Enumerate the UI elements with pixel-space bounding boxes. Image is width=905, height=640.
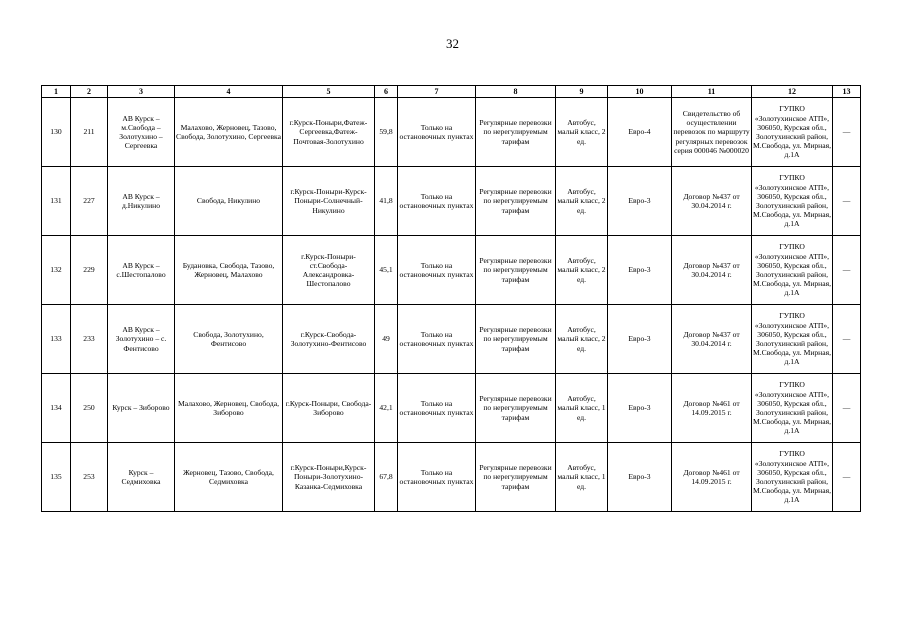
boarding-procedure: Только на остановочных пунктах [398, 305, 476, 374]
route-number: 211 [71, 98, 108, 167]
contract-info: Договор №461 от 14.09.2015 г. [672, 374, 752, 443]
eco-class: Евро-3 [608, 374, 672, 443]
route-name: АВ Курск – м.Свобода – Золотухино – Сергеевка [108, 98, 175, 167]
route-number: 227 [71, 167, 108, 236]
column-number: 12 [752, 86, 833, 98]
table-row [42, 98, 861, 167]
carrier-info: ГУПКО «Золотухинское АТП», 306050, Курская обл., Золотухинский район, М.Свобода, ул. Мирная, д.1А [752, 374, 833, 443]
boarding-procedure: Только на остановочных пунктах [398, 374, 476, 443]
intermediate-stops: Малахово, Жерновец, Свобода, Зиборово [175, 374, 283, 443]
route-number: 229 [71, 236, 108, 305]
contract-info: Договор №461 от 14.09.2015 г. [672, 443, 752, 512]
column-number: 10 [608, 86, 672, 98]
route-length: 49 [375, 305, 398, 374]
route-seq-number: 134 [42, 374, 71, 443]
route-seq-number: 131 [42, 167, 71, 236]
eco-class: Евро-4 [608, 98, 672, 167]
carrier-info: ГУПКО «Золотухинское АТП», 306050, Курская обл., Золотухинский район, М.Свобода, ул. Мирная, д.1А [752, 305, 833, 374]
column-number: 1 [42, 86, 71, 98]
column-number: 5 [283, 86, 375, 98]
route-seq-number: 130 [42, 98, 71, 167]
extra-info: — [833, 98, 861, 167]
column-number: 4 [175, 86, 283, 98]
vehicle-class: Автобус, малый класс, 2 ед. [556, 236, 608, 305]
eco-class: Евро-3 [608, 236, 672, 305]
intermediate-stops: Свобода, Никулино [175, 167, 283, 236]
table-row [42, 305, 861, 374]
intermediate-stops: Малахово, Жерновец, Тазово, Свобода, Золотухино, Сергеевка [175, 98, 283, 167]
route-streets: г.Курск-Поныри-Курск-Поныри-Солнечный-Никулино [283, 167, 375, 236]
extra-info: — [833, 443, 861, 512]
eco-class: Евро-3 [608, 443, 672, 512]
carrier-info: ГУПКО «Золотухинское АТП», 306050, Курская обл., Золотухинский район, М.Свобода, ул. Мирная, д.1А [752, 443, 833, 512]
route-seq-number: 133 [42, 305, 71, 374]
column-number: 13 [833, 86, 861, 98]
route-number: 233 [71, 305, 108, 374]
extra-info: — [833, 374, 861, 443]
route-length: 42,1 [375, 374, 398, 443]
carrier-info: ГУПКО «Золотухинское АТП», 306050, Курская обл., Золотухинский район, М.Свобода, ул. Мирная, д.1А [752, 167, 833, 236]
column-number: 7 [398, 86, 476, 98]
route-streets: г.Курск-Поныри,Фатеж-Сергеевка,Фатеж-Почтовая-Золотухино [283, 98, 375, 167]
transport-type: Регулярные перевозки по нерегулируемым тарифам [476, 167, 556, 236]
route-length: 67,8 [375, 443, 398, 512]
extra-info: — [833, 305, 861, 374]
intermediate-stops: Жерновец, Тазово, Свобода, Седмиховка [175, 443, 283, 512]
transport-type: Регулярные перевозки по нерегулируемым тарифам [476, 305, 556, 374]
transport-type: Регулярные перевозки по нерегулируемым тарифам [476, 374, 556, 443]
contract-info: Договор №437 от 30.04.2014 г. [672, 167, 752, 236]
column-number: 8 [476, 86, 556, 98]
eco-class: Евро-3 [608, 167, 672, 236]
boarding-procedure: Только на остановочных пунктах [398, 443, 476, 512]
route-streets: г.Курск-Свобода-Золотухино-Фентисово [283, 305, 375, 374]
contract-info: Свидетельство об осуществлении перевозок по маршруту регулярных перевозок серия 000046 №000020 [672, 98, 752, 167]
column-number: 9 [556, 86, 608, 98]
table-row [42, 443, 861, 512]
transport-type: Регулярные перевозки по нерегулируемым тарифам [476, 98, 556, 167]
extra-info: — [833, 167, 861, 236]
route-streets: г.Курск-Поныри, Свобода-Зиборово [283, 374, 375, 443]
transport-type: Регулярные перевозки по нерегулируемым тарифам [476, 443, 556, 512]
table-row [42, 374, 861, 443]
intermediate-stops: Будановка, Свобода, Тазово, Жерновец, Малахово [175, 236, 283, 305]
route-name: АВ Курск – с.Шестопалово [108, 236, 175, 305]
route-registry-table [41, 85, 861, 512]
carrier-info: ГУПКО «Золотухинское АТП», 306050, Курская обл., Золотухинский район, М.Свобода, ул. Мирная, д.1А [752, 236, 833, 305]
route-name: АВ Курск – д.Никулино [108, 167, 175, 236]
boarding-procedure: Только на остановочных пунктах [398, 98, 476, 167]
transport-type: Регулярные перевозки по нерегулируемым тарифам [476, 236, 556, 305]
intermediate-stops: Свобода, Золотухино, Фентисово [175, 305, 283, 374]
boarding-procedure: Только на остановочных пунктах [398, 236, 476, 305]
contract-info: Договор №437 от 30.04.2014 г. [672, 305, 752, 374]
table-row [42, 236, 861, 305]
column-number-row [42, 86, 861, 98]
vehicle-class: Автобус, малый класс, 1 ед. [556, 374, 608, 443]
route-number: 250 [71, 374, 108, 443]
route-length: 45,1 [375, 236, 398, 305]
column-number: 2 [71, 86, 108, 98]
route-name: Курск – Седмиховка [108, 443, 175, 512]
column-number: 6 [375, 86, 398, 98]
vehicle-class: Автобус, малый класс, 2 ед. [556, 305, 608, 374]
contract-info: Договор №437 от 30.04.2014 г. [672, 236, 752, 305]
route-length: 59,8 [375, 98, 398, 167]
route-name: АВ Курск – Золотухино – с. Фентисово [108, 305, 175, 374]
route-seq-number: 132 [42, 236, 71, 305]
route-streets: г.Курск-Поныри,Курск-Поныри-Золотухино-Казанка-Седмиховка [283, 443, 375, 512]
carrier-info: ГУПКО «Золотухинское АТП», 306050, Курская обл., Золотухинский район, М.Свобода, ул. Мирная, д.1А [752, 98, 833, 167]
route-number: 253 [71, 443, 108, 512]
extra-info: — [833, 236, 861, 305]
page-number: 32 [446, 36, 459, 51]
vehicle-class: Автобус, малый класс, 2 ед. [556, 167, 608, 236]
column-number: 3 [108, 86, 175, 98]
table-row [42, 167, 861, 236]
vehicle-class: Автобус, малый класс, 2 ед. [556, 98, 608, 167]
vehicle-class: Автобус, малый класс, 1 ед. [556, 443, 608, 512]
route-name: Курск – Зиборово [108, 374, 175, 443]
route-length: 41,8 [375, 167, 398, 236]
column-number: 11 [672, 86, 752, 98]
route-streets: г.Курск-Поныри-ст.Свобода-Александровка-Шестопалово [283, 236, 375, 305]
route-seq-number: 135 [42, 443, 71, 512]
eco-class: Евро-3 [608, 305, 672, 374]
boarding-procedure: Только на остановочных пунктах [398, 167, 476, 236]
